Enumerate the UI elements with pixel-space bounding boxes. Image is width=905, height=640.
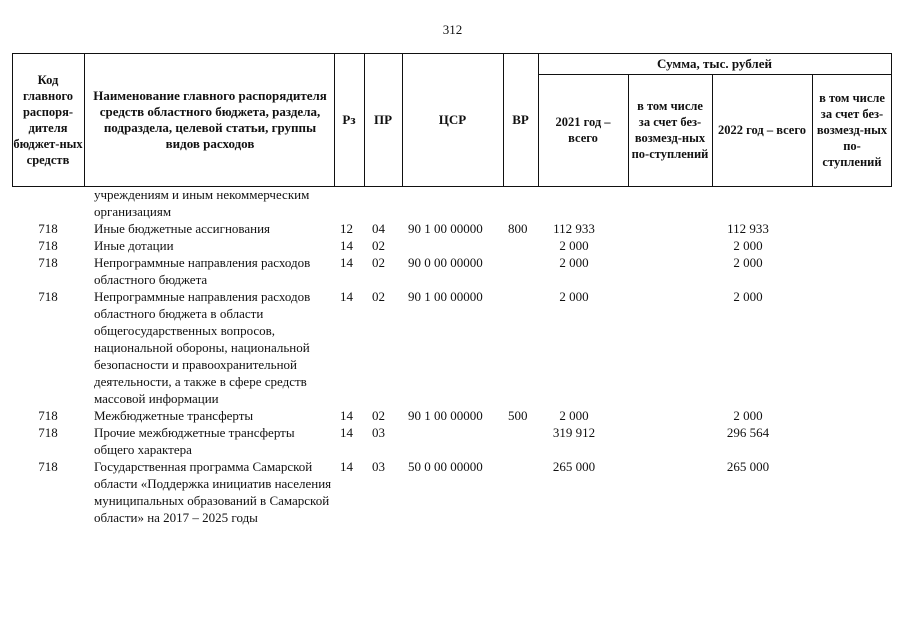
row-vr: 800	[508, 221, 528, 236]
row-sum-2022: 2 000	[733, 255, 763, 270]
row-sum-2022: 112 933	[727, 221, 769, 236]
header-vr: ВР	[512, 112, 529, 127]
row-vr: 500	[508, 408, 528, 423]
header-name: Наименование главного распорядителя средств областного бюджета, раздела, подраздела, целевой статьи, группы видов расходов	[93, 88, 327, 151]
row-name: Непрограммные направления расходов областного бюджета в области общегосударственных вопросов, национальной обороны, национальной безопасности и правоохранительной деятельности, а также в сфере средств массовой информации	[94, 289, 311, 406]
row-csr: 90 1 00 00000	[408, 289, 483, 304]
row-sum-2021: 2 000	[559, 289, 589, 304]
row-sum-2021: 2 000	[559, 255, 589, 270]
header-2021-total: 2021 год – всего	[555, 115, 611, 145]
table-row	[0, 186, 905, 220]
row-csr: 90 1 00 00000	[408, 408, 483, 423]
row-csr: 50 0 00 00000	[408, 459, 483, 474]
row-code: 718	[38, 289, 58, 304]
row-pr: 04	[372, 221, 385, 236]
table-row	[0, 288, 905, 407]
row-name: Иные дотации	[94, 238, 174, 253]
row-code: 718	[38, 425, 58, 440]
row-rz: 12	[340, 221, 353, 236]
row-rz: 14	[340, 289, 353, 304]
row-rz: 14	[340, 408, 353, 423]
row-pr: 02	[372, 255, 385, 270]
row-sum-2022: 2 000	[733, 238, 763, 253]
table-row	[0, 424, 905, 458]
row-pr: 02	[372, 408, 385, 423]
row-code: 718	[38, 408, 58, 423]
row-sum-2022: 2 000	[733, 408, 763, 423]
row-name: Межбюджетные трансферты	[94, 408, 254, 423]
row-rz: 14	[340, 425, 353, 440]
row-rz: 14	[340, 459, 353, 474]
row-pr: 02	[372, 238, 385, 253]
row-name: Государственная программа Самарской области «Поддержка инициатив населения муниципальных образований в Самарской области» на 2017 – 2025 годы	[94, 459, 332, 525]
row-code: 718	[38, 238, 58, 253]
table-row	[0, 407, 905, 424]
header-2022-gratuitous: в том числе за счет без-возмезд-ных по-ступлений	[816, 91, 888, 169]
row-csr: 90 1 00 00000	[408, 221, 483, 236]
row-rz: 14	[340, 238, 353, 253]
header-rz: Рз	[342, 112, 356, 127]
header-pr: ПР	[373, 112, 393, 127]
header-2022-total: 2022 год – всего	[718, 123, 806, 137]
row-csr: 90 0 00 00000	[408, 255, 483, 270]
row-name: Непрограммные направления расходов областного бюджета	[94, 255, 311, 287]
row-sum-2021: 319 912	[552, 425, 596, 440]
row-rz: 14	[340, 255, 353, 270]
row-sum-2022: 296 564	[726, 425, 770, 440]
header-sum-title: Сумма, тыс. рублей	[657, 56, 772, 71]
row-code: 718	[38, 459, 58, 474]
row-code: 718	[38, 255, 58, 270]
row-sum-2022: 265 000	[726, 459, 770, 474]
row-name: учреждениям и иным некоммерческим организациям	[94, 187, 310, 219]
row-pr: 02	[372, 289, 385, 304]
row-sum-2021: 265 000	[552, 459, 596, 474]
header-2021-gratuitous: в том числе за счет без-возмезд-ных по-ступлений	[631, 99, 709, 161]
row-pr: 03	[372, 425, 385, 440]
row-code: 718	[38, 221, 58, 236]
table-row	[0, 237, 905, 254]
row-name: Прочие межбюджетные трансферты общего характера	[94, 425, 295, 457]
header-code: Код главного распоря-дителя бюджет-ных средств	[13, 73, 83, 167]
row-sum-2021: 112 933	[553, 221, 595, 236]
table-row	[0, 254, 905, 288]
table-header	[12, 53, 892, 187]
row-sum-2021: 2 000	[559, 238, 589, 253]
header-csr: ЦСР	[438, 112, 467, 127]
table-row	[0, 458, 905, 526]
page-number: 312	[442, 22, 463, 37]
row-name: Иные бюджетные ассигнования	[94, 221, 271, 236]
row-pr: 03	[372, 459, 385, 474]
row-sum-2021: 2 000	[559, 408, 589, 423]
table-row	[0, 220, 905, 237]
table-body	[0, 186, 905, 526]
row-sum-2022: 2 000	[733, 289, 763, 304]
